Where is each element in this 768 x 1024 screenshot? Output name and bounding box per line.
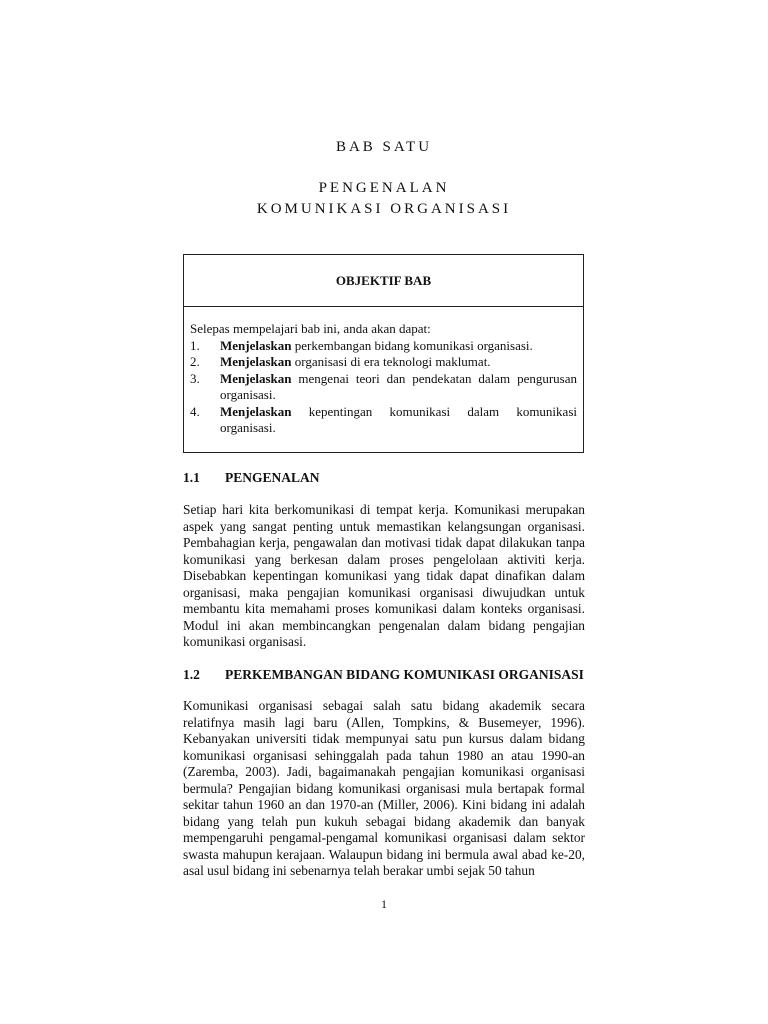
objective-number: 2. <box>190 354 200 369</box>
chapter-number: BAB SATU <box>335 139 433 155</box>
objective-rest: organisasi di era teknologi maklumat. <box>291 354 491 369</box>
objective-verb: Menjelaskan <box>220 403 292 419</box>
chapter-title-line2: KOMUNIKASI ORGANISASI <box>256 201 512 217</box>
objective-number: 1. <box>190 337 200 353</box>
objective-rest: perkembangan bidang komunikasi organisasi. <box>291 337 533 353</box>
objective-verb: Menjelaskan <box>220 370 292 386</box>
objective-text <box>220 371 577 404</box>
objectives-heading: OBJEKTIF BAB <box>184 255 583 307</box>
objectives-box <box>183 254 584 453</box>
section-heading <box>183 667 593 683</box>
objective-text <box>220 404 577 437</box>
objective-item <box>190 338 577 355</box>
section-title: PENGENALAN <box>225 470 320 485</box>
objective-rest: mengenai teori dan pendekatan dalam pengurusan organisasi. <box>220 370 577 402</box>
objective-verb: Menjelaskan <box>220 337 292 353</box>
objective-item <box>190 354 577 371</box>
objectives-intro: Selepas mempelajari bab ini, anda akan dapat: <box>190 321 431 336</box>
objective-item <box>190 404 577 437</box>
objective-text <box>220 338 577 355</box>
chapter-title-line1: PENGENALAN <box>318 180 450 196</box>
objective-rest: kepentingan komunikasi dalam komunikasi organisasi. <box>220 403 577 435</box>
objective-number: 3. <box>190 370 200 386</box>
section-number: 1.2 <box>183 667 200 682</box>
section-body: Komunikasi organisasi sebagai salah satu bidang akademik secara relatifnya masih lagi baru (Allen, Tompkins, & Busemeyer, 1996). Kebanyakan universiti tidak mempunyai satu pun kursus dalam bidang komunikasi organisasi sehinggalah pada tahun 1980 an atau 1990-an (Zaremba, 2003). Jadi, bagaimanakah pengajian komunikasi organisasi bermula? Pengajian bidang komunikasi organisasi mula bertapak formal sekitar tahun 1960 an dan 1970-an (Miller, 2006). Kini bidang ini adalah bidang yang telah pun kukuh sebagai bidang akademik dan banyak mempengaruhi pengamal-pengamal komunikasi organisasi dalam sektor swasta mahupun kerajaan. Walaupun bidang ini bermula awal abad ke-20, asal usul bidang ini sebenarnya telah berakar umbi sejak 50 tahun <box>183 698 585 878</box>
page-number: 1 <box>381 897 387 911</box>
section-title: PERKEMBANGAN BIDANG KOMUNIKASI ORGANISASI <box>225 667 584 682</box>
objective-verb: Menjelaskan <box>220 354 292 369</box>
section-heading <box>183 470 593 486</box>
section-number: 1.1 <box>183 470 200 485</box>
section-body: Setiap hari kita berkomunikasi di tempat kerja. Komunikasi merupakan aspek yang sangat penting untuk memastikan kelangsungan organisasi. Pembahagian kerja, pengawalan dan motivasi tidak dapat dilakukan tanpa komunikasi yang berkesan dalam proses pengelolaan aktiviti kerja. Disebabkan kepentingan komunikasi yang tidak dapat dinafikan dalam organisasi, maka pengajian komunikasi organisasi diwujudkan untuk membantu kita memahami proses komunikasi dalam konteks organisasi. Modul ini akan membincangkan pengenalan dalam bidang pengajian komunikasi organisasi. <box>183 502 585 649</box>
objectives-body <box>184 307 583 437</box>
objective-text <box>220 354 577 371</box>
objective-number: 4. <box>190 403 200 419</box>
objective-item <box>190 371 577 404</box>
